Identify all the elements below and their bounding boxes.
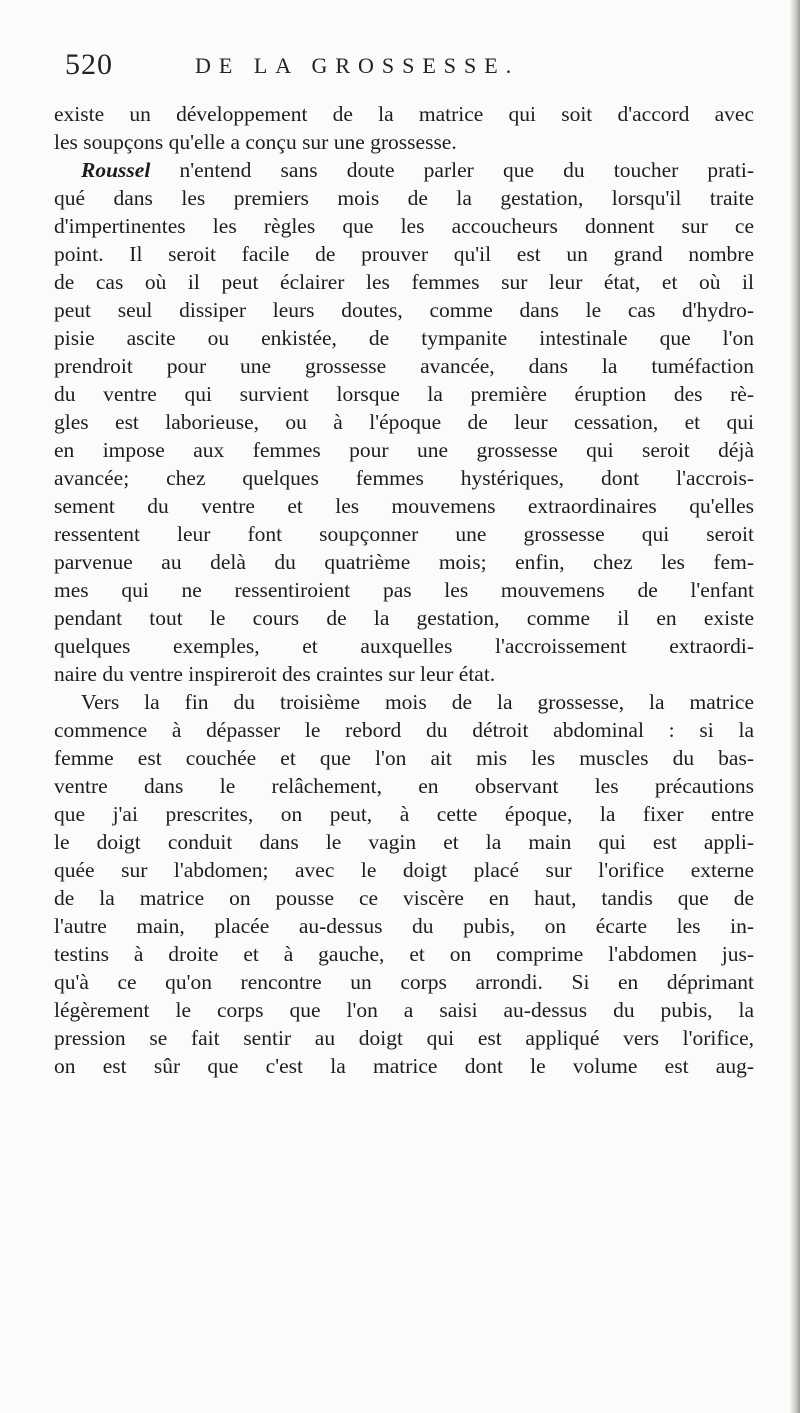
text-line: gles est laborieuse, ou à l'époque de leur cessation, et qui <box>54 410 754 434</box>
text-line: parvenue au delà du quatrième mois; enfin, chez les fem- <box>54 550 754 574</box>
text-line: existe un développement de la matrice qui soit d'accord avec <box>54 102 754 126</box>
text-line: quée sur l'abdomen; avec le doigt placé sur l'orifice externe <box>54 858 754 882</box>
text-line: on est sûr que c'est la matrice dont le volume est aug- <box>54 1054 754 1078</box>
text-line: prendroit pour une grossesse avancée, dans la tuméfaction <box>54 354 754 378</box>
body-text <box>54 100 754 1080</box>
text-line: naire du ventre inspireroit des craintes sur leur état. <box>54 662 496 686</box>
text-line: ventre dans le relâchement, en observant les précautions <box>54 774 754 798</box>
page-edge <box>790 0 800 1413</box>
text-line: ressentent leur font soupçonner une grossesse qui seroit <box>54 522 754 546</box>
text-line: Vers la fin du troisième mois de la grossesse, la matrice <box>81 690 754 714</box>
text-line: pisie ascite ou enkistée, de tympanite intestinale que l'on <box>54 326 754 350</box>
text-line: de cas où il peut éclairer les femmes sur leur état, et où il <box>54 270 754 294</box>
author-name: Roussel <box>81 158 151 182</box>
text-line: en impose aux femmes pour une grossesse qui seroit déjà <box>54 438 754 462</box>
text-line: commence à dépasser le rebord du détroit abdominal : si la <box>54 718 754 742</box>
text-line: femme est couchée et que l'on ait mis les muscles du bas- <box>54 746 754 770</box>
text-line: sement du ventre et les mouvemens extraordinaires qu'elles <box>54 494 754 518</box>
page-header <box>65 48 745 88</box>
text-line: les soupçons qu'elle a conçu sur une grossesse. <box>54 130 457 154</box>
text-line: le doigt conduit dans le vagin et la main qui est appli- <box>54 830 754 854</box>
text-line: mes qui ne ressentiroient pas les mouvemens de l'enfant <box>54 578 754 602</box>
text-fragment: n'entend sans doute parler que du toucher prati- <box>179 158 754 182</box>
text-line: d'impertinentes les règles que les accoucheurs donnent sur ce <box>54 214 754 238</box>
text-line: quelques exemples, et auxquelles l'accroissement extraordi- <box>54 634 754 658</box>
text-line: légèrement le corps que l'on a saisi au-dessus du pubis, la <box>54 998 754 1022</box>
text-line: l'autre main, placée au-dessus du pubis, on écarte les in- <box>54 914 754 938</box>
text-line: avancée; chez quelques femmes hystériques, dont l'accrois- <box>54 466 754 490</box>
text-line: que j'ai prescrites, on peut, à cette époque, la fixer entre <box>54 802 754 826</box>
text-line: peut seul dissiper leurs doutes, comme dans le cas d'hydro- <box>54 298 754 322</box>
page-number: 520 <box>65 48 113 81</box>
text-line: point. Il seroit facile de prouver qu'il est un grand nombre <box>54 242 754 266</box>
running-head: DE LA GROSSESSE. <box>195 53 520 78</box>
text-line: pendant tout le cours de la gestation, comme il en existe <box>54 606 754 630</box>
text-line: qué dans les premiers mois de la gestation, lorsqu'il traite <box>54 186 754 210</box>
text-line: pression se fait sentir au doigt qui est appliqué vers l'orifice, <box>54 1026 754 1050</box>
text-line: du ventre qui survient lorsque la première éruption des rè- <box>54 382 754 406</box>
text-line: de la matrice on pousse ce viscère en haut, tandis que de <box>54 886 754 910</box>
text-line: qu'à ce qu'on rencontre un corps arrondi. Si en déprimant <box>54 970 754 994</box>
text-line: testins à droite et à gauche, et on comprime l'abdomen jus- <box>54 942 754 966</box>
text-line <box>54 156 754 184</box>
